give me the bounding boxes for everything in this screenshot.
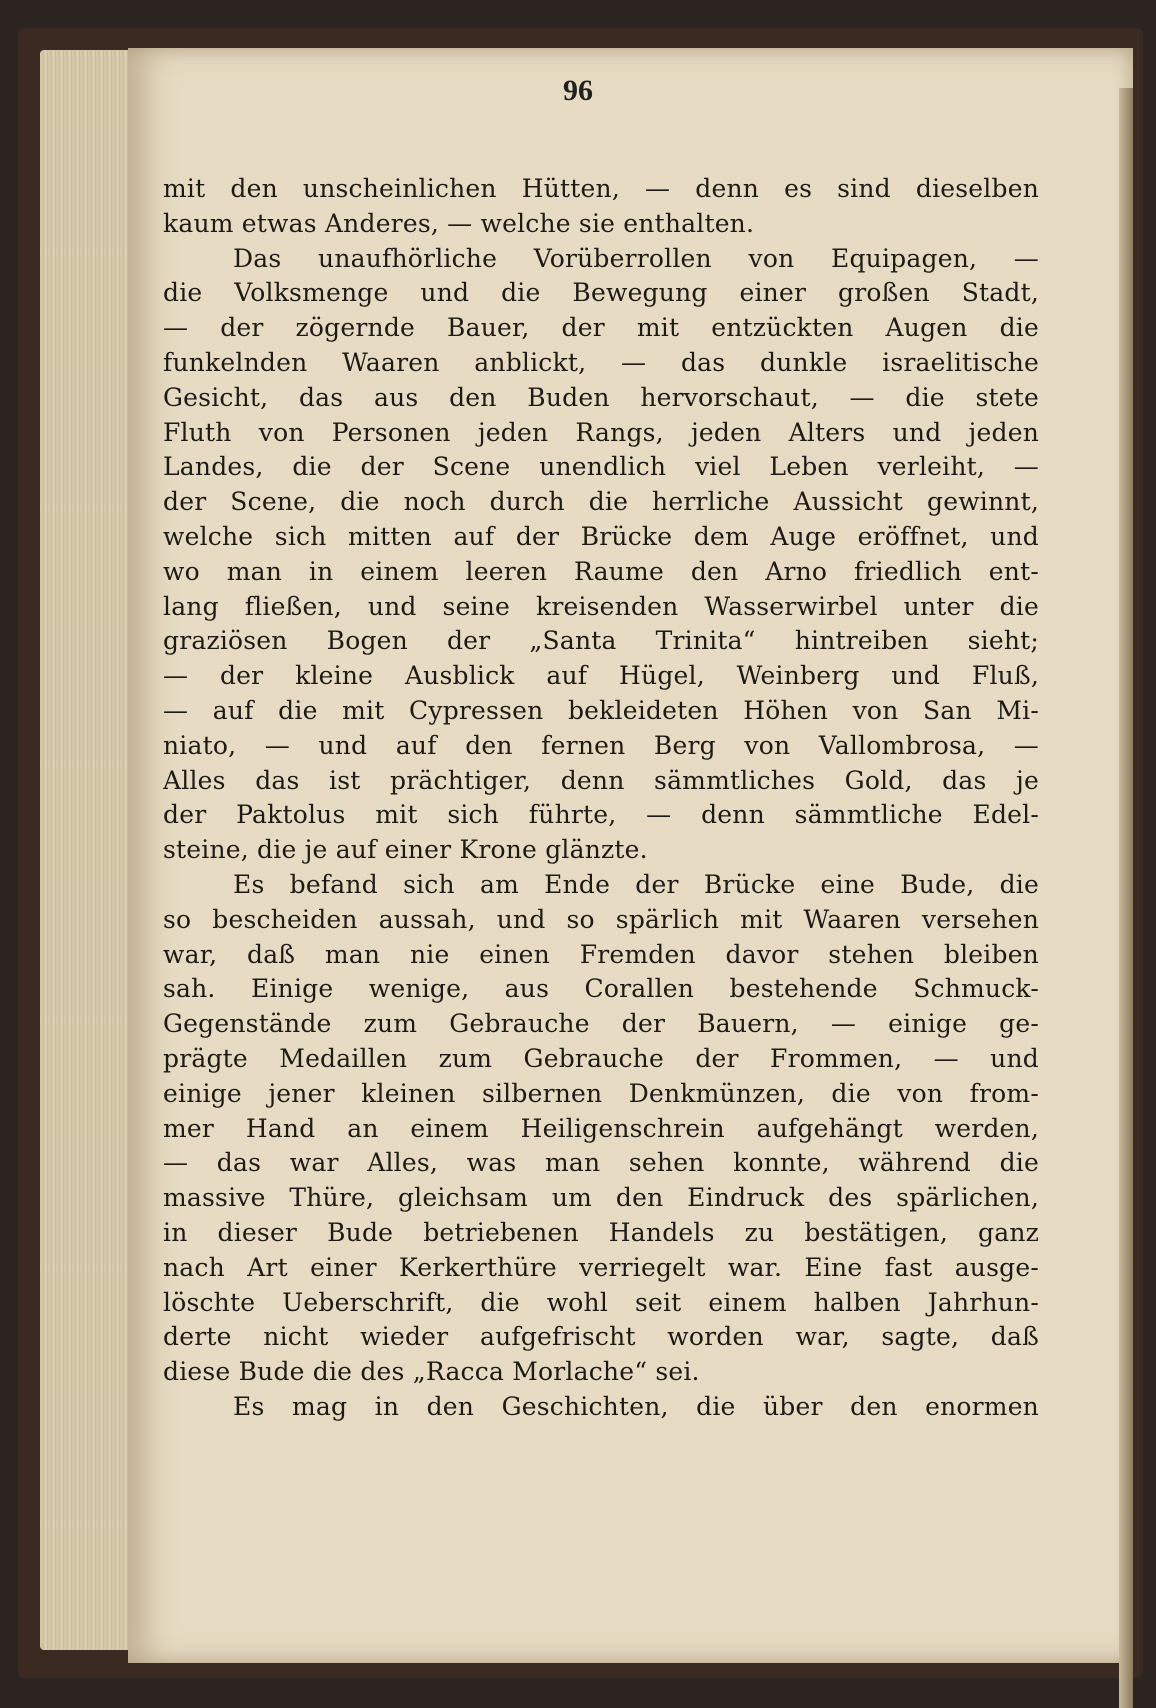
text-line: — der zögernde Bauer, der mit entzückten Augen die [163, 313, 1039, 343]
text-line: prägte Medaillen zum Gebrauche der Frommen, — und [163, 1043, 1039, 1073]
text-line: lang fließen, und seine kreisenden Wasserwirbel unter die [163, 591, 1039, 621]
text-line: Gesicht, das aus den Buden hervorschaut, — die stete [163, 382, 1039, 412]
text-line: der Paktolus mit sich führte, — denn sämmtliche Edel- [163, 800, 1039, 830]
text-line: Fluth von Personen jeden Rangs, jeden Alters und jeden [163, 417, 1039, 447]
text-line: — der kleine Ausblick auf Hügel, Weinberg und Fluß, [163, 661, 1039, 691]
text-line: so bescheiden aussah, und so spärlich mit Waaren versehen [163, 904, 1039, 934]
text-line: niato, — und auf den fernen Berg von Vallombrosa, — [163, 730, 1039, 760]
text-line: mer Hand an einem Heiligenschrein aufgehängt werden, [163, 1113, 1039, 1143]
text-line: Alles das ist prächtiger, denn sämmtliches Gold, das je [163, 765, 1039, 795]
page-number: 96 [563, 74, 593, 107]
text-line: löschte Ueberschrift, die wohl seit einem halben Jahrhun- [163, 1287, 1039, 1317]
text-line: der Scene, die noch durch die herrliche Aussicht gewinnt, [163, 487, 1039, 517]
text-line: kaum etwas Anderes, — welche sie enthalten. [163, 208, 755, 238]
text-line: nach Art einer Kerkerthüre verriegelt war. Eine fast ausge- [163, 1252, 1039, 1282]
body-text [163, 172, 1039, 1425]
text-line: einige jener kleinen silbernen Denkmünzen, die von from- [163, 1078, 1039, 1108]
text-line: sah. Einige wenige, aus Corallen bestehende Schmuck- [163, 974, 1039, 1004]
text-line: war, daß man nie einen Fremden davor stehen bleiben [163, 939, 1039, 969]
text-line: massive Thüre, gleichsam um den Eindruck des spärlichen, [163, 1183, 1039, 1213]
page-edge [1119, 88, 1133, 1708]
text-line: mit den unscheinlichen Hütten, — denn es sind dieselben [163, 174, 1039, 203]
text-line: welche sich mitten auf der Brücke dem Auge eröffnet, und [163, 521, 1039, 551]
text-line: derte nicht wieder aufgefrischt worden war, sagte, daß [163, 1322, 1039, 1352]
text-line: Landes, die der Scene unendlich viel Leben verleiht, — [163, 452, 1039, 482]
text-line: in dieser Bude betriebenen Handels zu bestätigen, ganz [163, 1217, 1039, 1247]
text-line: Gegenstände zum Gebrauche der Bauern, — einige ge- [163, 1009, 1039, 1039]
text-line: graziösen Bogen der „Santa Trinita“ hintreiben sieht; [163, 626, 1039, 656]
text-line: Es befand sich am Ende der Brücke eine Bude, die [233, 869, 1039, 899]
text-line: Das unaufhörliche Vorüberrollen von Equipagen, — [233, 243, 1039, 273]
text-line: funkelnden Waaren anblickt, — das dunkle israelitische [163, 347, 1039, 377]
text-line: wo man in einem leeren Raume den Arno friedlich ent- [163, 556, 1039, 586]
text-line: die Volksmenge und die Bewegung einer großen Stadt, [163, 278, 1039, 308]
text-line: steine, die je auf einer Krone glänzte. [163, 835, 648, 865]
text-line: diese Bude die des „Racca Morlache“ sei. [163, 1357, 700, 1387]
text-line: Es mag in den Geschichten, die über den enormen [233, 1391, 1039, 1421]
text-line: — das war Alles, was man sehen konnte, während die [163, 1148, 1039, 1178]
text-line: — auf die mit Cypressen bekleideten Höhen von San Mi- [163, 695, 1039, 725]
